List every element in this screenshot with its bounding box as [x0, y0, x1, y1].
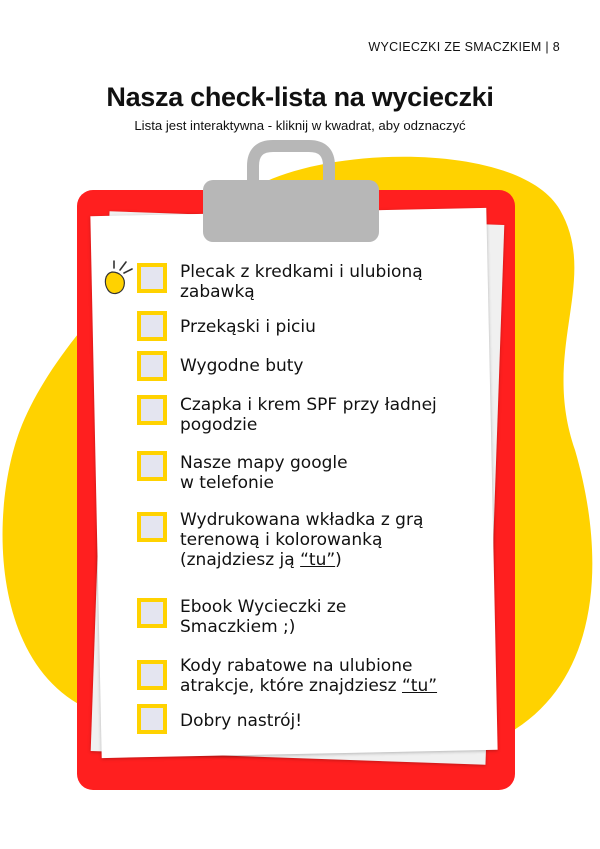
checklist-item-4: [180, 395, 480, 435]
checklist-item-1: [180, 262, 480, 302]
checkbox-item-5[interactable]: [137, 451, 167, 481]
item-9-line-1: Dobry nastrój!: [180, 711, 303, 731]
checkbox-item-7[interactable]: [137, 598, 167, 628]
link-tu-insert[interactable]: “tu”: [300, 550, 336, 570]
page-title: Nasza check-lista na wycieczki: [106, 82, 494, 112]
item-8-line-2-text: atrakcje, które znajdziesz: [180, 676, 402, 696]
checkbox-item-8[interactable]: [137, 660, 167, 690]
checklist-item-3: [180, 356, 480, 376]
item-3-line-1: Wygodne buty: [180, 356, 304, 376]
item-7-line-1: Ebook Wycieczki ze: [180, 597, 347, 617]
checklist-item-8: [180, 656, 480, 696]
link-tu-codes[interactable]: “tu”: [401, 676, 438, 696]
item-4-line-2: pogodzie: [180, 415, 258, 435]
checklist-item-2: [180, 317, 480, 337]
item-2-line-1: Przekąski i piciu: [180, 317, 316, 337]
checklist-item-9: [180, 711, 480, 731]
item-6-line-2: terenową i kolorowanką: [180, 530, 383, 550]
page-subtitle: Lista jest interaktywna - kliknij w kwadrat, aby odznaczyć: [134, 118, 466, 133]
checkbox-item-1[interactable]: [137, 263, 167, 293]
item-8-line-1: Kody rabatowe na ulubione: [180, 656, 413, 676]
item-7-line-2: Smaczkiem ;): [180, 617, 296, 637]
item-4-line-1: Czapka i krem SPF przy ładnej: [180, 395, 437, 415]
checkbox-item-4[interactable]: [137, 395, 167, 425]
item-6-line-3-text: (znajdziesz ją: [180, 550, 301, 570]
item-6-line-1: Wydrukowana wkładka z grą: [180, 510, 424, 530]
sparkle-icon: [100, 258, 134, 298]
item-6-line-3: [180, 550, 480, 570]
item-8-line-2: [180, 676, 480, 696]
item-6-line-3-end: ): [335, 550, 342, 570]
clipboard-clip-icon: [203, 140, 379, 244]
item-5-line-2: w telefonie: [180, 473, 274, 493]
checklist-item-5: [180, 453, 480, 493]
item-1-line-1: Plecak z kredkami i ulubioną: [180, 262, 423, 282]
checklist-item-7: [180, 597, 480, 637]
checkbox-item-3[interactable]: [137, 351, 167, 381]
page-header: WYCIECZKI ZE SMACZKIEM | 8: [368, 40, 560, 54]
checkbox-item-6[interactable]: [137, 512, 167, 542]
item-5-line-1: Nasze mapy google: [180, 453, 348, 473]
checklist-item-6: [180, 510, 480, 570]
checkbox-item-9[interactable]: [137, 704, 167, 734]
item-1-line-2: zabawką: [180, 282, 255, 302]
checkbox-item-2[interactable]: [137, 311, 167, 341]
